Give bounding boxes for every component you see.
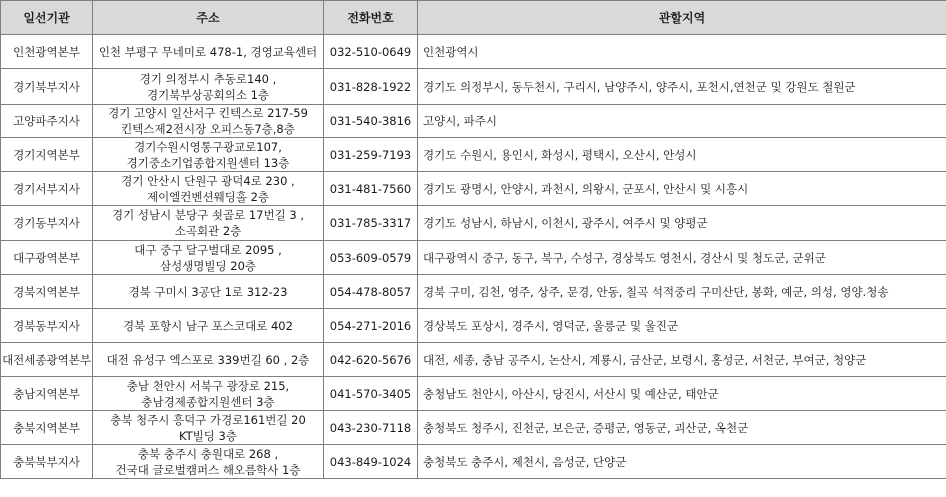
address-line: 충남 천안시 서북구 광장로 215,: [126, 378, 290, 393]
table-row: [1, 411, 946, 445]
agency-cell: 경북지역본부: [1, 275, 93, 309]
address-cell: [93, 275, 324, 309]
address-line: 인천 부평구 무네미로 478-1, 경영교육센터: [98, 44, 318, 59]
address-line: 경기 성남시 분당구 쇳골로 17번길 3 ,: [112, 208, 304, 222]
address-cell: [93, 138, 324, 172]
table-row: [1, 138, 946, 172]
table-row: [1, 35, 946, 69]
table-row: [1, 445, 946, 479]
region-cell: 경상북도 포상시, 경주시, 영덕군, 울릉군 및 울진군: [418, 309, 946, 343]
address-line: 킨텍스제2전시장 오피스동7층,8층: [121, 122, 295, 136]
table-body: [1, 35, 946, 479]
region-cell: 충청북도 충주시, 제천시, 음성군, 단양군: [418, 445, 946, 479]
address-cell: [93, 377, 324, 411]
address-line: 대전 유성구 엑스포로 339번길 60 , 2층: [106, 352, 310, 367]
agency-cell: 인천광역본부: [1, 35, 93, 69]
address-line: 소곡회관 2층: [174, 224, 242, 238]
table-row: [1, 377, 946, 411]
agency-cell: 충북북부지사: [1, 445, 93, 479]
phone-cell: 031-828-1922: [324, 69, 418, 105]
address-line: 대구 중구 달구벌대로 2095 ,: [134, 242, 282, 257]
address-cell: [93, 206, 324, 241]
agency-cell: 경기서부지사: [1, 172, 93, 206]
table-row: [1, 343, 946, 377]
phone-cell: 031-259-7193: [324, 138, 418, 172]
phone-cell: 032-510-0649: [324, 35, 418, 69]
address-line: 경기 안산시 단원구 광덕4로 230 ,: [121, 173, 295, 188]
address-cell: [93, 35, 324, 69]
address-line: 경북 구미시 3공단 1로 312-23: [128, 284, 288, 299]
header-address: 주소: [93, 1, 324, 35]
header-agency: 일선기관: [1, 1, 93, 35]
header-row: [1, 1, 946, 35]
address-line: 경기 의정부시 추동로140 ,: [139, 71, 277, 86]
address-cell: [93, 105, 324, 138]
phone-cell: 031-785-3317: [324, 206, 418, 241]
address-line: 경기북부상공회의소 1층: [146, 87, 270, 102]
address-cell: [93, 343, 324, 377]
address-cell: [93, 309, 324, 343]
agency-cell: 대전세종광역본부: [1, 343, 93, 377]
phone-cell: 054-478-8057: [324, 275, 418, 309]
agency-cell: 충북지역본부: [1, 411, 93, 445]
phone-cell: 042-620-5676: [324, 343, 418, 377]
address-line: 충북 충주시 충원대로 268 ,: [137, 446, 279, 461]
phone-cell: 043-849-1024: [324, 445, 418, 479]
region-cell: 고양시, 파주시: [418, 105, 946, 138]
table-row: [1, 206, 946, 241]
address-line: 경기중소기업종합지원센터 13층: [126, 155, 290, 170]
agency-cell: 충남지역본부: [1, 377, 93, 411]
address-line: 경기 고양시 일산서구 킨텍스로 217-59: [108, 106, 308, 120]
agency-cell: 경북동부지사: [1, 309, 93, 343]
table-row: [1, 69, 946, 105]
header-region: 관할지역: [418, 1, 946, 35]
address-cell: [93, 69, 324, 105]
phone-cell: 031-540-3816: [324, 105, 418, 138]
table-row: [1, 309, 946, 343]
address-cell: [93, 241, 324, 275]
phone-cell: 054-271-2016: [324, 309, 418, 343]
agency-cell: 경기동부지사: [1, 206, 93, 241]
region-cell: 충청남도 천안시, 아산시, 당진시, 서산시 및 예산군, 태안군: [418, 377, 946, 411]
address-cell: [93, 445, 324, 479]
address-line: 충북 청주시 흥덕구 가경로161번길 20: [110, 412, 306, 427]
address-line: KT빌딩 3층: [179, 428, 237, 443]
region-cell: 대전, 세종, 충남 공주시, 논산시, 계룡시, 금산군, 보령시, 홍성군, 서천군, 부여군, 청양군: [418, 343, 946, 377]
address-line: 삼성생명빌딩 20층: [159, 258, 257, 273]
address-line: 충남경제종합지원센터 3층: [141, 394, 275, 409]
region-cell: 경기도 의정부시, 동두천시, 구리시, 남양주시, 양주시, 포천시,연천군 및 강원도 철원군: [418, 69, 946, 105]
address-cell: [93, 172, 324, 206]
region-cell: 인천광역시: [418, 35, 946, 69]
region-cell: 경기도 수원시, 용인시, 화성시, 평택시, 오산시, 안성시: [418, 138, 946, 172]
address-line: 경북 포항시 남구 포스코대로 402: [123, 318, 293, 333]
region-cell: 충청북도 청주시, 진천군, 보은군, 증평군, 영동군, 괴산군, 옥천군: [418, 411, 946, 445]
region-cell: 대구광역시 중구, 동구, 북구, 수성구, 경상북도 영천시, 경산시 및 청도군, 군위군: [418, 241, 946, 275]
phone-cell: 031-481-7560: [324, 172, 418, 206]
agency-cell: 경기지역본부: [1, 138, 93, 172]
region-cell: 경북 구미, 김천, 영주, 상주, 문경, 안동, 칠곡 석적중리 구미산단, 봉화, 예군, 의성, 영양.청송: [418, 275, 946, 309]
address-cell: [93, 411, 324, 445]
table-row: [1, 172, 946, 206]
address-line: 제이엘컨벤션웨딩홀 2층: [146, 189, 270, 204]
address-line: 건국대 글로벌캠퍼스 해오름학사 1층: [115, 462, 301, 477]
header-phone: 전화번호: [324, 1, 418, 35]
agency-cell: 대구광역본부: [1, 241, 93, 275]
table-row: [1, 105, 946, 138]
phone-cell: 053-609-0579: [324, 241, 418, 275]
agency-cell: 경기북부지사: [1, 69, 93, 105]
region-cell: 경기도 성남시, 하남시, 이천시, 광주시, 여주시 및 양평군: [418, 206, 946, 241]
address-line: 경기수원시영통구광교로107,: [134, 139, 282, 154]
phone-cell: 041-570-3405: [324, 377, 418, 411]
region-cell: 경기도 광명시, 안양시, 과천시, 의왕시, 군포시, 안산시 및 시흥시: [418, 172, 946, 206]
phone-cell: 043-230-7118: [324, 411, 418, 445]
table-row: [1, 241, 946, 275]
table-row: [1, 275, 946, 309]
agency-cell: 고양파주지사: [1, 105, 93, 138]
